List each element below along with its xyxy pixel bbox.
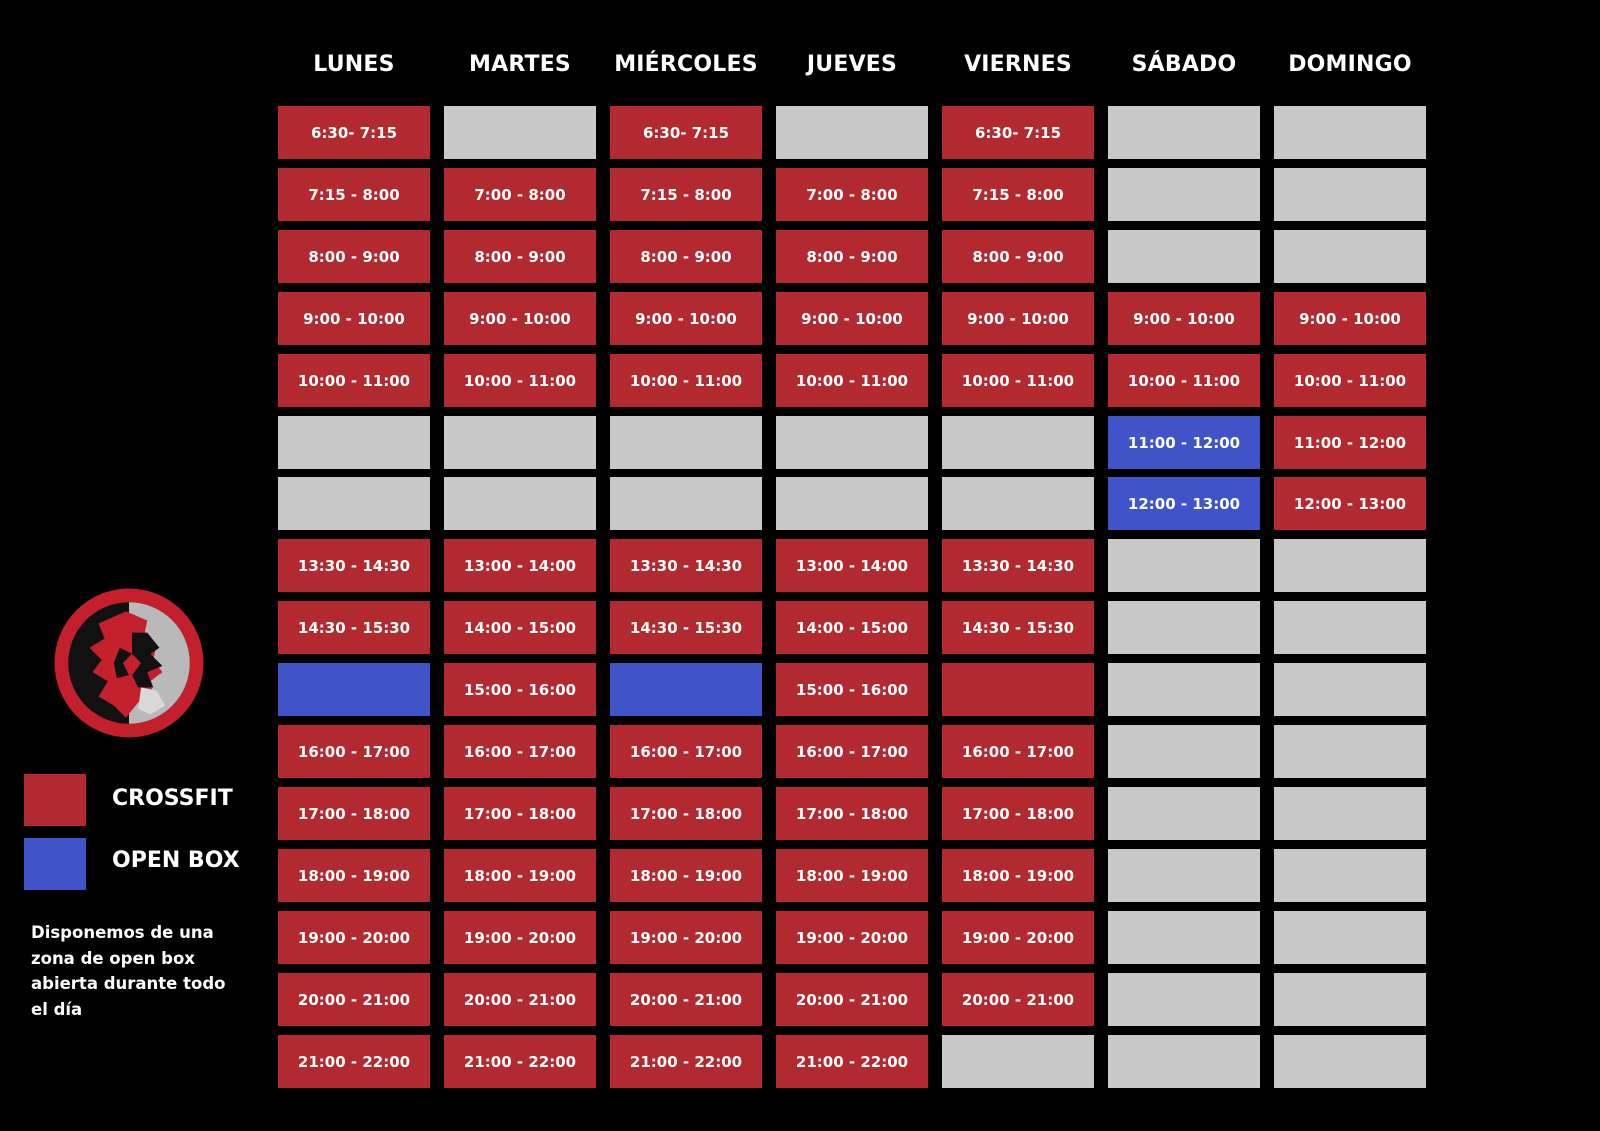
slot-empty <box>776 477 928 530</box>
legend-openbox-label: OPEN BOX <box>112 848 240 873</box>
slot-crossfit: 14:00 - 15:00 <box>444 601 596 654</box>
slot-empty <box>1274 601 1426 654</box>
day-header: MIÉRCOLES <box>614 52 758 77</box>
slot-empty <box>1108 663 1260 716</box>
slot-crossfit: 19:00 - 20:00 <box>776 911 928 964</box>
slot-empty <box>278 477 430 530</box>
slot-empty <box>1274 230 1426 283</box>
slot-crossfit: 7:15 - 8:00 <box>942 168 1094 221</box>
day-header: DOMINGO <box>1288 52 1412 77</box>
slot-crossfit: 9:00 - 10:00 <box>610 292 762 345</box>
slot-empty <box>1108 725 1260 778</box>
slot-crossfit: 7:15 - 8:00 <box>610 168 762 221</box>
slot-crossfit: 17:00 - 18:00 <box>610 787 762 840</box>
slot-crossfit: 13:30 - 14:30 <box>942 539 1094 592</box>
day-header: SÁBADO <box>1131 52 1237 77</box>
slot-empty <box>1274 663 1426 716</box>
legend-crossfit-label: CROSSFIT <box>112 786 233 811</box>
slot-crossfit: 7:00 - 8:00 <box>776 168 928 221</box>
slot-crossfit: 20:00 - 21:00 <box>942 973 1094 1026</box>
slot-crossfit: 6:30- 7:15 <box>942 106 1094 159</box>
slot-empty <box>444 416 596 469</box>
slot-empty <box>1108 849 1260 902</box>
slot-empty <box>1274 787 1426 840</box>
slot-crossfit: 21:00 - 22:00 <box>278 1035 430 1088</box>
slot-crossfit: 13:30 - 14:30 <box>610 539 762 592</box>
slot-crossfit: 14:30 - 15:30 <box>278 601 430 654</box>
slot-crossfit: 9:00 - 10:00 <box>942 292 1094 345</box>
slot-crossfit: 14:00 - 15:00 <box>776 601 928 654</box>
slot-crossfit: 19:00 - 20:00 <box>444 911 596 964</box>
slot-crossfit: 12:00 - 13:00 <box>1274 477 1426 530</box>
slot-empty <box>278 416 430 469</box>
slot-crossfit: 20:00 - 21:00 <box>776 973 928 1026</box>
slot-crossfit: 21:00 - 22:00 <box>776 1035 928 1088</box>
slot-crossfit: 14:30 - 15:30 <box>610 601 762 654</box>
slot-empty <box>1108 973 1260 1026</box>
slot-crossfit: 6:30- 7:15 <box>610 106 762 159</box>
day-header: MARTES <box>469 52 571 77</box>
slot-crossfit: 6:30- 7:15 <box>278 106 430 159</box>
slot-crossfit: 19:00 - 20:00 <box>942 911 1094 964</box>
slot-empty <box>1274 725 1426 778</box>
slot-empty <box>1108 1035 1260 1088</box>
open-box-note: Disponemos de una zona de open box abierta durante todo el día <box>31 923 226 1019</box>
slot-crossfit <box>942 663 1094 716</box>
slot-openbox <box>278 663 430 716</box>
slot-crossfit: 9:00 - 10:00 <box>1274 292 1426 345</box>
slot-crossfit: 16:00 - 17:00 <box>776 725 928 778</box>
slot-crossfit: 7:00 - 8:00 <box>444 168 596 221</box>
slot-crossfit: 10:00 - 11:00 <box>1274 354 1426 407</box>
slot-crossfit: 16:00 - 17:00 <box>278 725 430 778</box>
slot-crossfit: 16:00 - 17:00 <box>444 725 596 778</box>
slot-crossfit: 18:00 - 19:00 <box>942 849 1094 902</box>
slot-crossfit: 17:00 - 18:00 <box>278 787 430 840</box>
slot-empty <box>1108 106 1260 159</box>
slot-empty <box>1108 168 1260 221</box>
lion-logo-icon <box>53 587 205 739</box>
day-header: LUNES <box>313 52 395 77</box>
slot-empty <box>776 106 928 159</box>
slot-crossfit: 16:00 - 17:00 <box>610 725 762 778</box>
slot-crossfit: 10:00 - 11:00 <box>1108 354 1260 407</box>
slot-empty <box>1274 106 1426 159</box>
slot-empty <box>1108 601 1260 654</box>
slot-crossfit: 8:00 - 9:00 <box>776 230 928 283</box>
legend-openbox-swatch <box>24 838 86 890</box>
slot-openbox <box>610 663 762 716</box>
slot-empty <box>1274 973 1426 1026</box>
slot-crossfit: 17:00 - 18:00 <box>444 787 596 840</box>
slot-openbox: 11:00 - 12:00 <box>1108 416 1260 469</box>
slot-empty <box>1108 787 1260 840</box>
slot-crossfit: 9:00 - 10:00 <box>278 292 430 345</box>
slot-empty <box>1274 1035 1426 1088</box>
slot-openbox: 12:00 - 13:00 <box>1108 477 1260 530</box>
slot-crossfit: 13:30 - 14:30 <box>278 539 430 592</box>
slot-empty <box>610 416 762 469</box>
slot-crossfit: 13:00 - 14:00 <box>776 539 928 592</box>
slot-crossfit: 20:00 - 21:00 <box>444 973 596 1026</box>
slot-crossfit: 10:00 - 11:00 <box>278 354 430 407</box>
slot-crossfit: 19:00 - 20:00 <box>610 911 762 964</box>
slot-empty <box>444 106 596 159</box>
slot-crossfit: 21:00 - 22:00 <box>610 1035 762 1088</box>
slot-empty <box>610 477 762 530</box>
slot-crossfit: 15:00 - 16:00 <box>444 663 596 716</box>
slot-empty <box>1108 539 1260 592</box>
day-header: JUEVES <box>806 52 898 77</box>
slot-crossfit: 8:00 - 9:00 <box>278 230 430 283</box>
slot-empty <box>776 416 928 469</box>
slot-crossfit: 18:00 - 19:00 <box>278 849 430 902</box>
slot-empty <box>942 416 1094 469</box>
slot-crossfit: 9:00 - 10:00 <box>776 292 928 345</box>
slot-empty <box>942 1035 1094 1088</box>
slot-crossfit: 20:00 - 21:00 <box>278 973 430 1026</box>
slot-empty <box>1274 911 1426 964</box>
slot-crossfit: 10:00 - 11:00 <box>776 354 928 407</box>
slot-crossfit: 8:00 - 9:00 <box>942 230 1094 283</box>
slot-crossfit: 10:00 - 11:00 <box>444 354 596 407</box>
slot-crossfit: 8:00 - 9:00 <box>610 230 762 283</box>
slot-crossfit: 16:00 - 17:00 <box>942 725 1094 778</box>
slot-crossfit: 17:00 - 18:00 <box>776 787 928 840</box>
slot-crossfit: 10:00 - 11:00 <box>942 354 1094 407</box>
slot-crossfit: 18:00 - 19:00 <box>776 849 928 902</box>
slot-empty <box>444 477 596 530</box>
slot-crossfit: 9:00 - 10:00 <box>444 292 596 345</box>
slot-empty <box>1108 911 1260 964</box>
slot-empty <box>1274 849 1426 902</box>
slot-empty <box>1274 539 1426 592</box>
slot-crossfit: 21:00 - 22:00 <box>444 1035 596 1088</box>
slot-crossfit: 13:00 - 14:00 <box>444 539 596 592</box>
slot-empty <box>1108 230 1260 283</box>
slot-crossfit: 19:00 - 20:00 <box>278 911 430 964</box>
slot-empty <box>1274 168 1426 221</box>
slot-crossfit: 11:00 - 12:00 <box>1274 416 1426 469</box>
slot-crossfit: 18:00 - 19:00 <box>610 849 762 902</box>
slot-crossfit: 14:30 - 15:30 <box>942 601 1094 654</box>
slot-crossfit: 18:00 - 19:00 <box>444 849 596 902</box>
slot-crossfit: 17:00 - 18:00 <box>942 787 1094 840</box>
legend-crossfit-swatch <box>24 774 86 826</box>
slot-crossfit: 7:15 - 8:00 <box>278 168 430 221</box>
day-header: VIERNES <box>964 52 1072 77</box>
slot-empty <box>942 477 1094 530</box>
slot-crossfit: 8:00 - 9:00 <box>444 230 596 283</box>
slot-crossfit: 20:00 - 21:00 <box>610 973 762 1026</box>
slot-crossfit: 15:00 - 16:00 <box>776 663 928 716</box>
slot-crossfit: 10:00 - 11:00 <box>610 354 762 407</box>
slot-crossfit: 9:00 - 10:00 <box>1108 292 1260 345</box>
